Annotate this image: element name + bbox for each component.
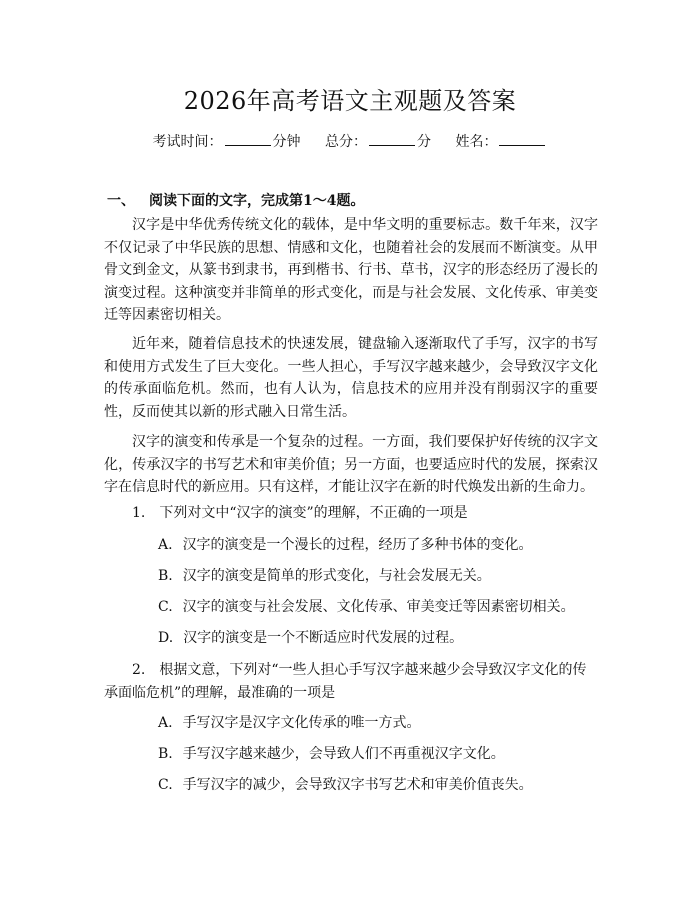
question-2-stem: 根据文意，下列对“一些人担心手写汉字越来越少会导致汉字文化的传承面临危机”的理解，最准确的一项是 — [104, 662, 587, 701]
total-score-unit: 分 — [417, 134, 431, 150]
option-letter: C. — [158, 777, 173, 793]
option-text: 汉字的演变是一个漫长的过程，经历了多种书体的变化。 — [182, 537, 533, 553]
passage-paragraph-3: 汉字的演变和传承是一个复杂的过程。一方面，我们要保护好传统的汉字文化，传承汉字的书写艺术和审美价值；另一方面，也要适应时代的发展，探索汉字在信息时代的新应用。只有这样，才能让汉字在新的时代焕发出新的生命力。 — [104, 434, 598, 495]
passage-paragraph-2: 近年来，随着信息技术的快速发展，键盘输入逐渐取代了手写，汉字的书写和使用方式发生了巨大变化。一些人担心，手写汉字越来越少，会导致汉字文化的传承面临危机。然而，也有人认为，信息技术的应用并没有削弱汉字的重要性，反而使其以新的形式融入日常生活。 — [104, 336, 598, 420]
option-text: 汉字的演变与社会发展、文化传承、审美变迁等因素密切相关。 — [182, 599, 575, 615]
question-2-option-a[interactable] — [158, 713, 421, 733]
question-2 — [104, 659, 598, 705]
option-text: 手写汉字是汉字文化传承的唯一方式。 — [182, 715, 421, 731]
name-label: 姓名： — [455, 134, 498, 150]
question-1-stem: 下列对文中“汉字的演变”的理解，不正确的一项是 — [159, 505, 468, 521]
passage-paragraph-1: 汉字是中华优秀传统文化的载体，是中华文明的重要标志。数千年来，汉字不仅记录了中华民族的思想、情感和文化，也随着社会的发展而不断演变。从甲骨文到金文，从篆书到隶书，再到楷书、行书、草书，汉字的形态经历了漫长的演变过程。这种演变并非简单的形式变化，而是与社会发展、文化传承、审美变迁等因素密切相关。 — [104, 217, 598, 323]
name-blank[interactable] — [499, 133, 545, 146]
option-letter: D. — [158, 630, 174, 646]
question-2-option-c[interactable] — [158, 775, 533, 795]
question-1-number: 1. — [132, 505, 146, 521]
exam-time-blank[interactable] — [225, 133, 271, 146]
question-1-option-a[interactable] — [158, 535, 533, 555]
section-instruction: 阅读下面的文字，完成第1～4题。 — [149, 193, 365, 209]
option-letter: C. — [158, 599, 173, 615]
question-1-option-b[interactable] — [158, 566, 491, 586]
exam-meta-line — [0, 132, 700, 152]
option-letter: B. — [158, 746, 173, 762]
exam-time-label: 考试时间： — [152, 134, 223, 150]
option-text: 汉字的演变是简单的形式变化，与社会发展无关。 — [182, 568, 491, 584]
option-letter: A. — [158, 715, 173, 731]
option-text: 手写汉字越来越少，会导致人们不再重视汉字文化。 — [182, 746, 505, 762]
question-2-number: 2. — [132, 662, 146, 678]
exam-time-field — [153, 134, 305, 150]
total-score-label: 总分： — [325, 134, 367, 150]
question-2-option-b[interactable] — [158, 744, 505, 764]
question-1 — [104, 502, 598, 525]
question-1-option-d[interactable] — [158, 628, 463, 648]
question-1-option-c[interactable] — [158, 597, 575, 617]
section-number: 一、 — [107, 193, 135, 209]
option-text: 手写汉字的减少，会导致汉字书写艺术和审美价值丧失。 — [182, 777, 533, 793]
page-title: 2026年高考语文主观题及答案 — [183, 87, 517, 115]
section-heading — [107, 191, 364, 211]
total-score-blank[interactable] — [369, 133, 415, 146]
option-letter: B. — [158, 568, 173, 584]
exam-time-unit: 分钟 — [272, 134, 301, 150]
name-field — [455, 134, 547, 150]
total-score-field — [325, 134, 435, 150]
option-text: 汉字的演变是一个不断适应时代发展的过程。 — [183, 630, 464, 646]
option-letter: A. — [158, 537, 173, 553]
